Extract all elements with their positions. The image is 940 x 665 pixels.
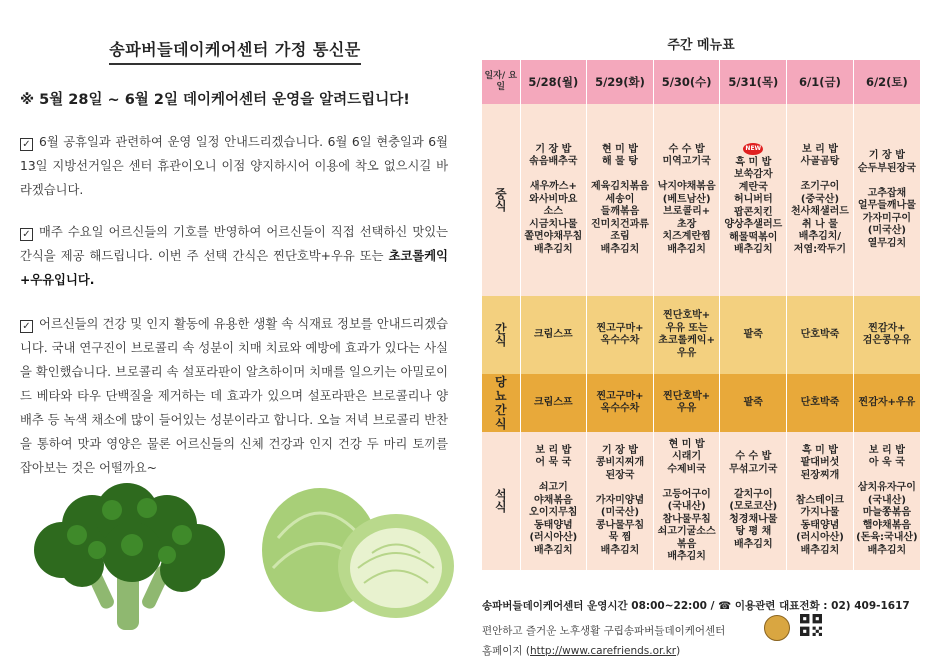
menu-cell [720,104,787,296]
notice-title: 송파버들데이케어센터 가정 통신문 [0,37,470,65]
diabetic-snack-row [482,374,920,432]
menu-cell: 흑 미 밥 팥대버섯 된장찌개 참스테이크 가지나물 동태양념 (러시아산) 배추김치 [787,432,854,570]
menu-cell: 찐감자+ 검은콩우유 [853,296,920,374]
day-header: 5/31(목) [720,60,787,104]
menu-cell: 현 미 밥 시래기 수제비국 고등어구이 (국내산) 참나물무침 쇠고기굴소스 볶음 배추김치 [653,432,720,570]
menu-cell: 단호박죽 [787,374,854,432]
day-header: 6/2(토) [853,60,920,104]
center-slogan: 편안하고 즐거운 노후생활 구립송파버들데이케어센터 [482,625,726,637]
notice-subtitle: ※ 5월 28일 ~ 6월 2일 데이케어센터 운영을 알려드립니다! [20,92,410,108]
corner-label: 일자/ 요일 [482,60,520,104]
notice-paragraph-schedule: ✓ 6월 공휴일과 관련하여 운영 일정 안내드리겠습니다. 6월 6일 현충일과 6월 13일 지방선거일은 센터 휴관이오니 이점 양지하시어 이용에 착오 없으시길 바라겠습니다. [20,135,448,197]
menu-cell: 크림스프 [520,296,587,374]
menu-header-row [482,60,920,104]
menu-cell: 팥죽 [720,374,787,432]
menu-cell: 보 리 밥 어 묵 국 쇠고기 야채볶음 오이지무침 동태양념 (러시아산) 배추김치 [520,432,587,570]
cabbage-image [258,478,458,628]
snack-row [482,296,920,374]
row-label-lunch: 중 식 [482,104,520,296]
homepage-link[interactable]: http://www.carefriends.or.kr [530,645,677,657]
menu-cell: 기 장 밥 콩비지찌개 된장국 가자미양념 (미국산) 콩나물무침 묵 찜 배추김치 [587,432,654,570]
menu-cell: 기 장 밥 순두부된장국 고추잡채 얼무들깨나물 가자미구이 (미국산) 열무김치 [853,104,920,296]
menu-cell: 찐고구마+ 옥수수차 [587,296,654,374]
row-label-diabetic-snack: 당 뇨 간 식 [482,374,520,432]
menu-cell: 찐단호박+ 우유 또는 초코롤케익+ 우유 [653,296,720,374]
day-header: 5/30(수) [653,60,720,104]
checkbox-icon: ✓ [20,228,33,241]
menu-cell: 수 수 밥 무섞고기국 갈치구이 (모로코산) 청경채나물 탕 평 채 배추김치 [720,432,787,570]
menu-cell: 단호박죽 [787,296,854,374]
menu-cell: 팥죽 [720,296,787,374]
lunch-row [482,104,920,296]
day-header: 6/1(금) [787,60,854,104]
menu-cell: 보 리 밥 아 욱 국 삼치유자구이 (국내산) 마늘쫑볶음 햄야채볶음 (돈육:국내산) 배추김치 [853,432,920,570]
weekly-menu-table [482,60,920,570]
operating-hours: 송파버들데이케어센터 운영시간 08:00~22:00 / ☎ 이용관련 대표전화 : 02) 409-1617 [482,600,910,612]
homepage-line: 홈페이지 (http://www.carefriends.or.kr) [482,645,681,657]
menu-title: 주간 메뉴표 [667,38,735,53]
menu-cell: 찐감자+우유 [853,374,920,432]
weekly-menu-panel [482,0,920,665]
menu-cell-text: 흑 미 밥 보쑥감자 계란국 허니버터 팝콘치킨 양상추샐러드 해물떡볶이 배추김치 [724,156,783,256]
notice-paragraph-broccoli: ✓ 어르신들의 건강 및 인지 활동에 유용한 생활 속 식재료 정보를 안내드리겠습니다. 국내 연구진이 브로콜리 속 성분이 치매 치료와 예방에 효과가 있다는 사실을 확인했습니다. 브로콜리 속 설포라판이 알츠하이머 치매를 일으키는 아밀로이드 베타와 타우 단백질을 제거하는 데 효과가 있으며 설포라판은 브로콜리나 양배추 등 녹색 채소에 많이 들어있는 성분이라고 합니다. 오늘 저녁 브로콜리 반찬을 통하여 맛과 영양은 물론 어르신들의 신체 건강과 인지 건강 두 마리 토끼를 잡아보는 것은 어떨까요~ [20,317,448,475]
checkbox-icon: ✓ [20,138,33,151]
menu-cell: 보 리 밥 사골곰탕 조기구이 (중국산) 천사채샐러드 취 나 물 배추김치/ 저염:깍두기 [787,104,854,296]
menu-cell: 수 수 밥 미역고기국 낙지야채볶음 (베트남산) 브로콜리+ 초장 치즈계란찜 배추김치 [653,104,720,296]
dinner-row [482,432,920,570]
day-header: 5/29(화) [587,60,654,104]
center-logo-icon [764,615,790,641]
menu-cell: 현 미 밥 해 물 탕 제육김치볶음 세송이 들깨볶음 진미치건과류 조림 배추김치 [587,104,654,296]
menu-cell: 크림스프 [520,374,587,432]
row-label-snack: 간 식 [482,296,520,374]
checkbox-icon: ✓ [20,320,33,333]
broccoli-image [22,480,237,640]
menu-cell: 찐고구마+ 옥수수차 [587,374,654,432]
new-badge: NEW [743,143,763,155]
menu-cell: 기 장 밥 솎음배추국 새우까스+ 와사비마요 소스 시금치나물 쫄면야채무침 배추김치 [520,104,587,296]
row-label-dinner: 석 식 [482,432,520,570]
menu-cell: 찐단호박+ 우유 [653,374,720,432]
qr-code-icon[interactable] [800,614,822,636]
day-header: 5/28(월) [520,60,587,104]
notice-paragraph-snack: ✓ 매주 수요일 어르신들의 기호를 반영하여 어르신들이 직접 선택하신 맛있는 간식을 제공 해드립니다. 이번 주 선택 간식은 찐단호박+우유 또는 초코롤케익+우유입니다. [20,225,448,287]
